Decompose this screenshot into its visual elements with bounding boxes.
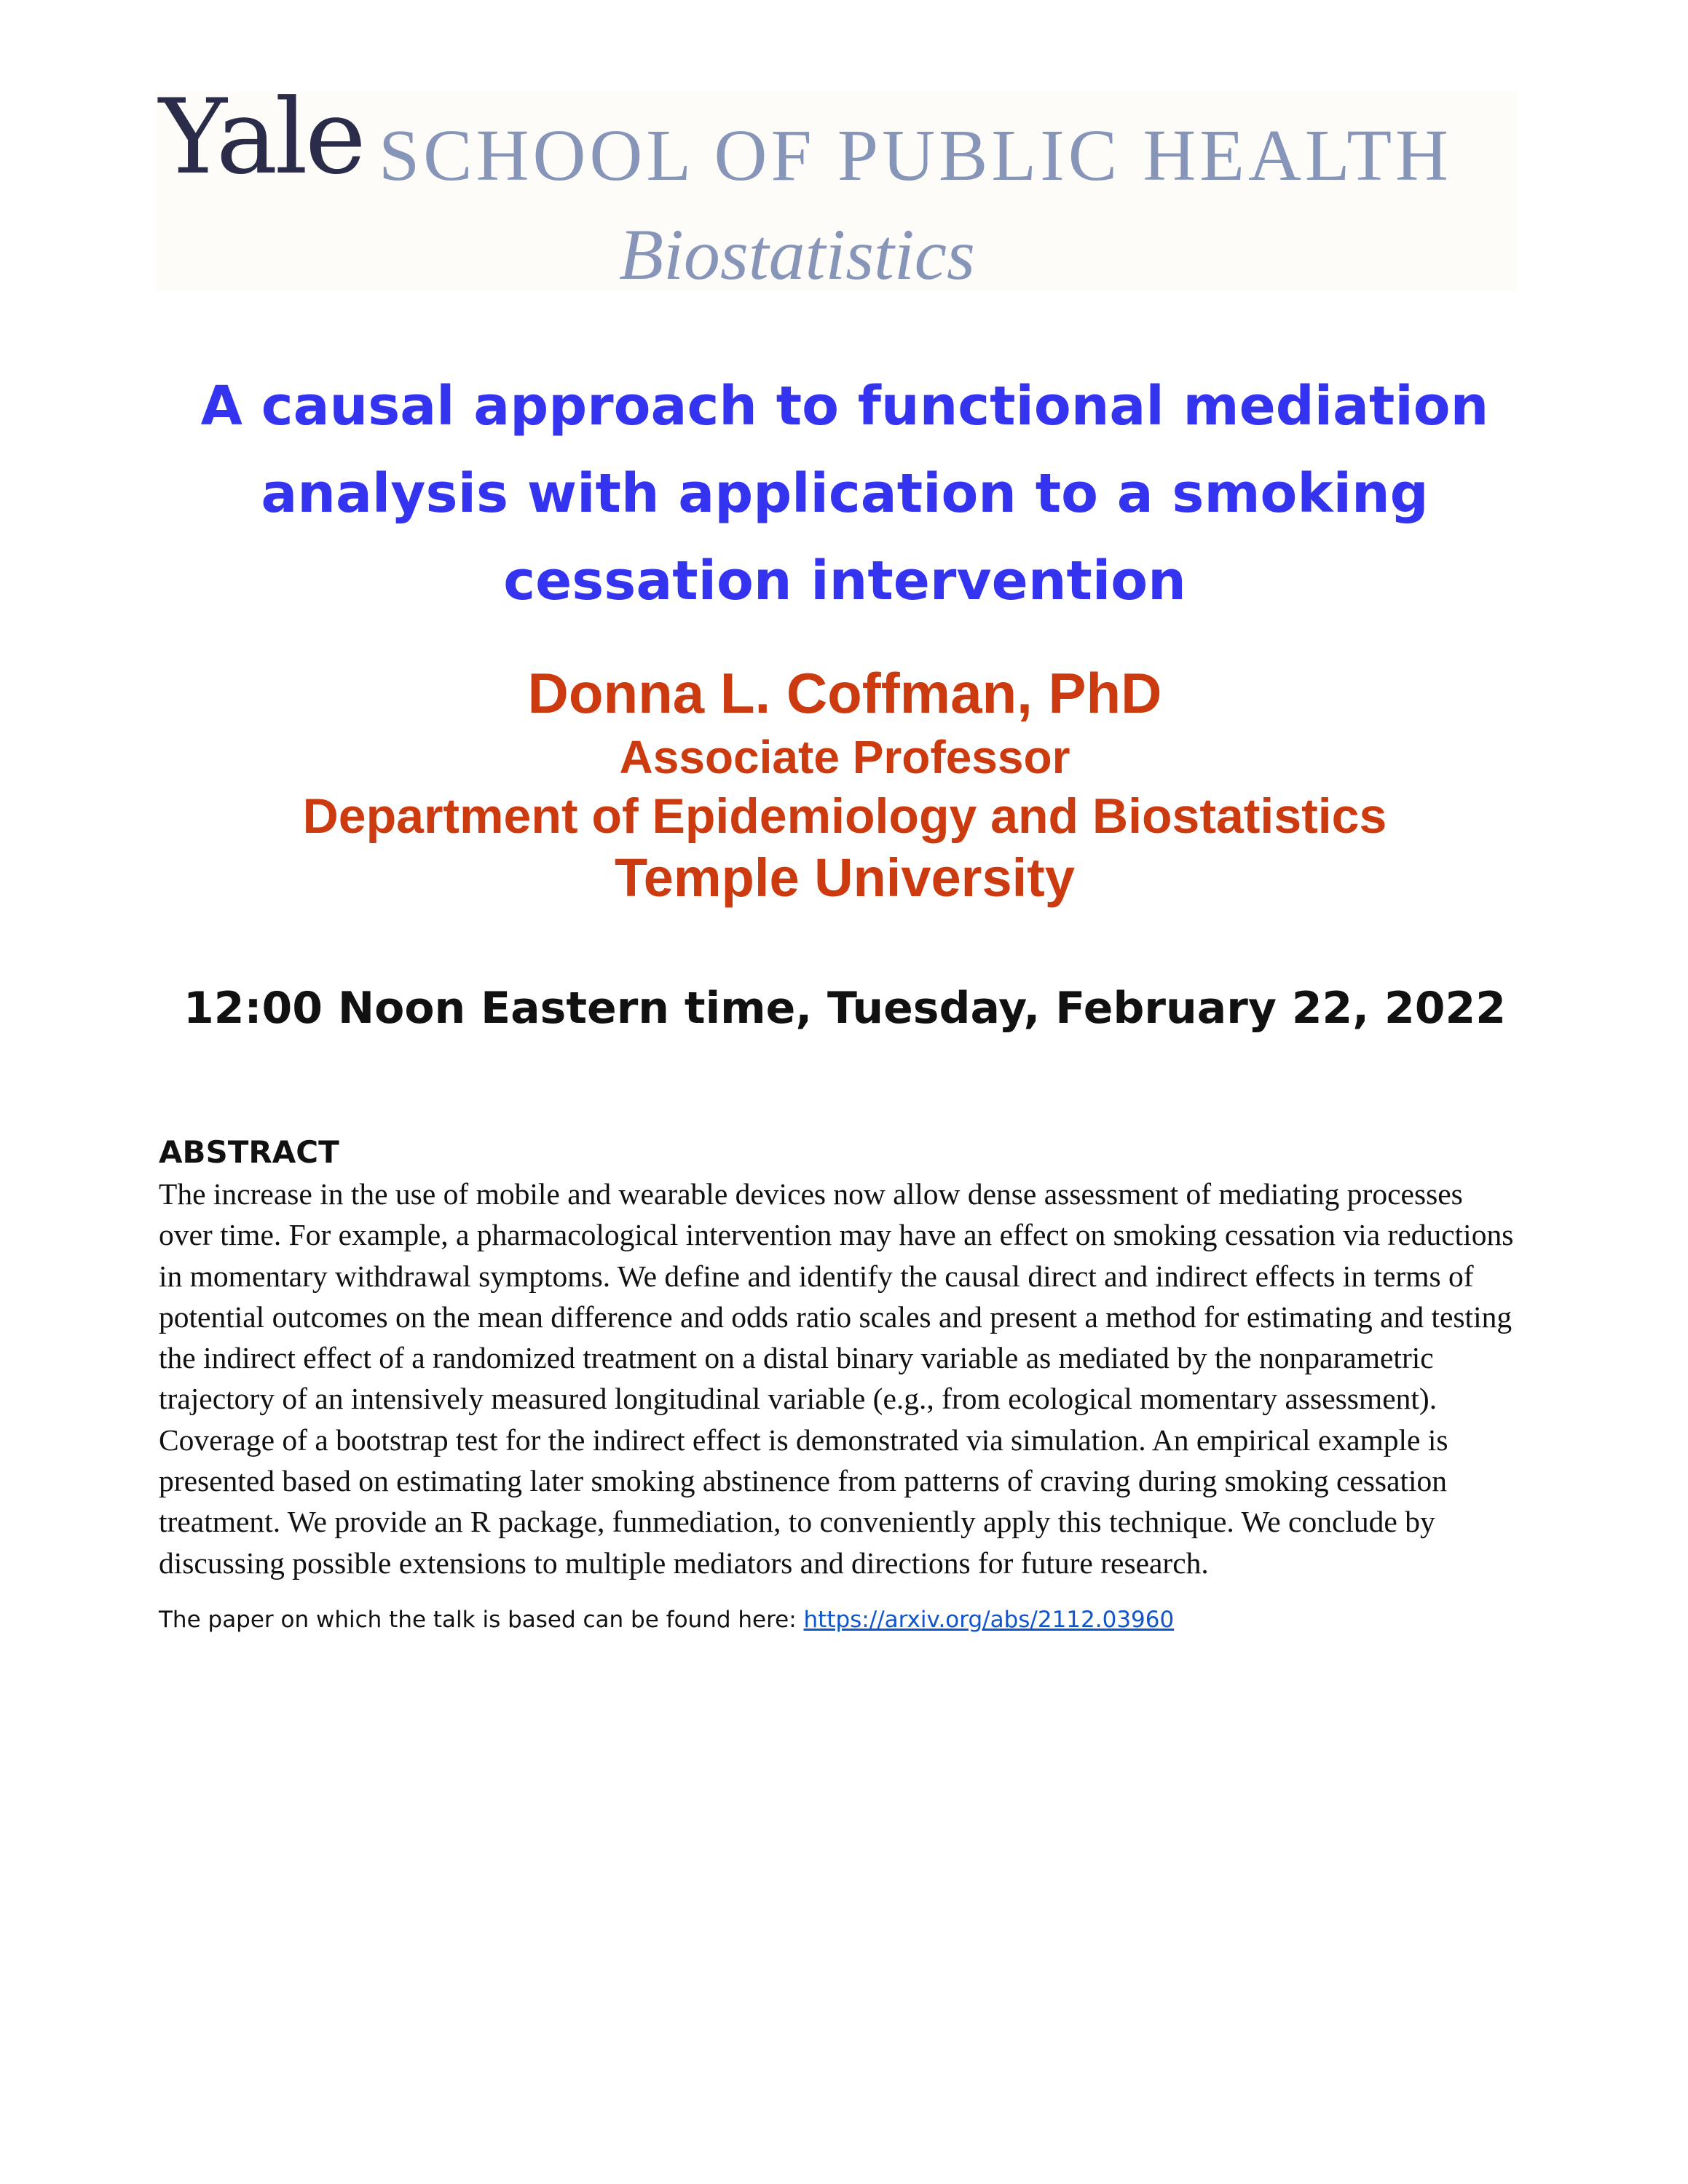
- abstract-line: treatment. We provide an R package, funmediation, to conveniently apply this technique. We conclude by: [159, 1505, 1435, 1539]
- abstract-line: in momentary withdrawal symptoms. We define and identify the causal direct and indirect effects in terms of: [159, 1259, 1474, 1293]
- abstract-line: trajectory of an intensively measured longitudinal variable (e.g., from ecological momentary assessment).: [159, 1382, 1437, 1416]
- talk-title-line: analysis with application to a smoking: [261, 462, 1429, 525]
- arxiv-link[interactable]: https://arxiv.org/abs/2112.03960: [803, 1607, 1175, 1633]
- paper-reference: [159, 1602, 1174, 1638]
- abstract-body: [159, 1174, 1524, 1583]
- abstract-line: the indirect effect of a randomized treatment on a distal binary variable as mediated by the nonparametric: [159, 1341, 1434, 1375]
- school-wordmark: SCHOOL OF PUBLIC HEALTH: [379, 114, 1452, 196]
- talk-title: [117, 363, 1573, 625]
- abstract-line: over time. For example, a pharmacological intervention may have an effect on smoking cessation via reductions: [159, 1218, 1514, 1252]
- speaker-position: Associate Professor: [619, 731, 1070, 783]
- event-datetime: 12:00 Noon Eastern time, Tuesday, February 22, 2022: [184, 983, 1506, 1034]
- paper-reference-text: The paper on which the talk is based can be found here:: [159, 1607, 804, 1633]
- speaker-department: Department of Epidemiology and Biostatistics: [302, 788, 1387, 844]
- university-wordmark: Yale: [159, 77, 363, 197]
- abstract-line: discussing possible extensions to multiple mediators and directions for future research.: [159, 1546, 1209, 1580]
- speaker-info: [117, 659, 1573, 910]
- abstract-heading: ABSTRACT: [159, 1134, 339, 1170]
- talk-title-line: A causal approach to functional mediation: [200, 375, 1489, 438]
- speaker-institution: Temple University: [615, 847, 1075, 908]
- abstract-line: potential outcomes on the mean difference and odds ratio scales and present a method for estimating and testing: [159, 1299, 1513, 1334]
- department-wordmark: Biostatistics: [619, 214, 975, 295]
- abstract-line: Coverage of a bootstrap test for the indirect effect is demonstrated via simulation. An empirical example is: [159, 1423, 1448, 1457]
- abstract-line: The increase in the use of mobile and wearable devices now allow dense assessment of mediating processes: [159, 1177, 1463, 1211]
- abstract-line: presented based on estimating later smoking abstinence from patterns of craving during smoking cessation: [159, 1464, 1448, 1498]
- talk-title-line: cessation intervention: [503, 550, 1186, 612]
- speaker-name: Donna L. Coffman, PhD: [527, 661, 1162, 725]
